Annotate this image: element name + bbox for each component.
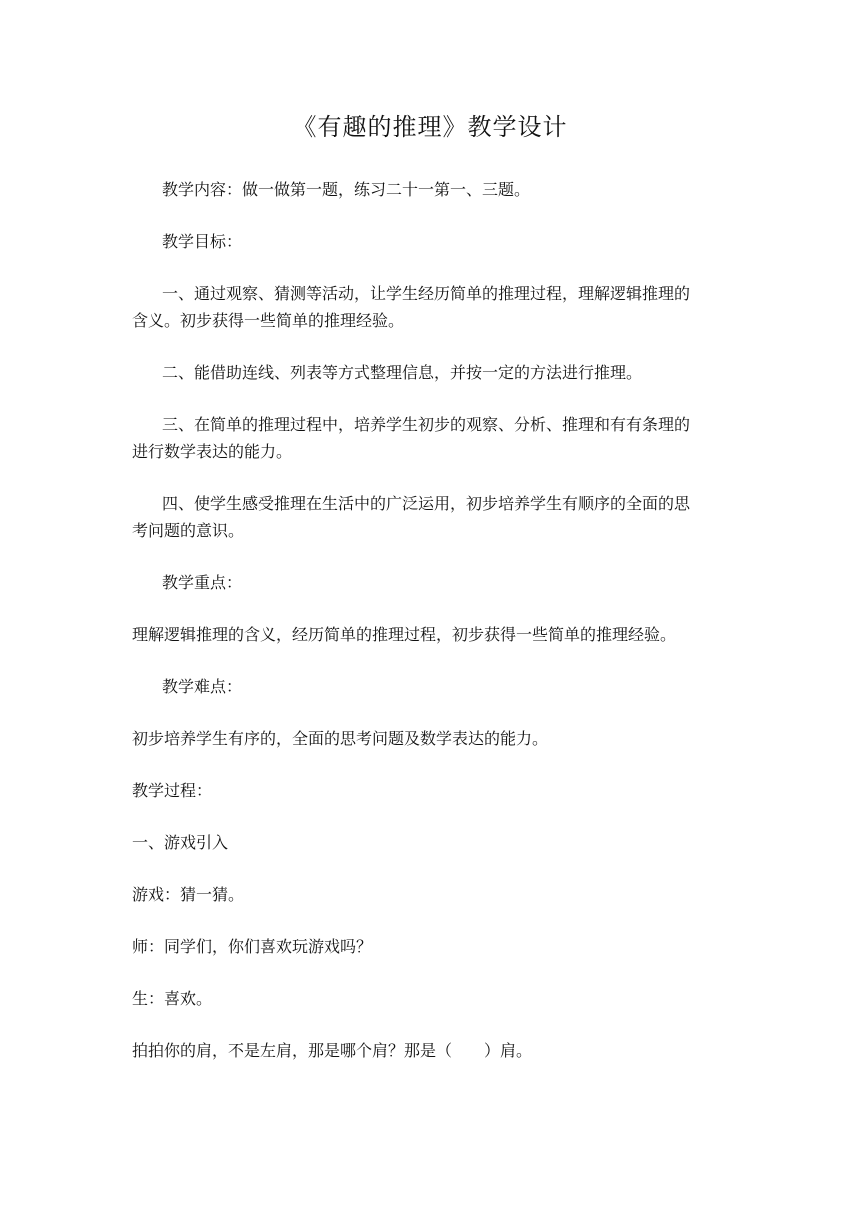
objective-3-paragraph — [132, 411, 732, 465]
objectives-heading: 教学目标： — [162, 232, 243, 251]
student-line: 生：喜欢。 — [132, 989, 213, 1008]
document-body — [132, 176, 732, 1089]
objective-3-line-1: 三、在简单的推理过程中，培养学生初步的观察、分析、推理和有有条理的 — [162, 415, 691, 434]
section-1-heading: 一、游戏引入 — [132, 833, 229, 852]
objective-1-line-2: 含义。初步获得一些简单的推理经验。 — [132, 311, 405, 330]
objective-4-line-2: 考问题的意识。 — [132, 521, 245, 540]
objective-1-line-1: 一、通过观察、猜测等活动，让学生经历简单的推理过程，理解逻辑推理的 — [162, 284, 691, 303]
difficulties-text: 初步培养学生有序的，全面的思考问题及数学表达的能力。 — [132, 729, 549, 748]
key-points-heading: 教学重点： — [162, 573, 243, 592]
objective-3-line-2: 进行数学表达的能力。 — [132, 442, 293, 461]
process-heading: 教学过程： — [132, 781, 213, 800]
teaching-content-paragraph: 教学内容：做一做第一题，练习二十一第一、三题。 — [162, 180, 531, 199]
objective-4-paragraph — [132, 490, 732, 544]
question-line: 拍拍你的肩，不是左肩，那是哪个肩？那是（ ）肩。 — [132, 1041, 533, 1060]
difficulties-heading: 教学难点： — [162, 677, 243, 696]
objective-4-line-1: 四、使学生感受推理在生活中的广泛运用，初步培养学生有顺序的全面的思 — [162, 494, 691, 513]
document-title: 《有趣的推理》教学设计 — [292, 113, 568, 141]
objective-1-paragraph — [132, 280, 732, 334]
teacher-line: 师：同学们，你们喜欢玩游戏吗？ — [132, 937, 373, 956]
game-line: 游戏：猜一猜。 — [132, 885, 245, 904]
objective-2-paragraph: 二、能借助连线、列表等方式整理信息，并按一定的方法进行推理。 — [162, 363, 643, 382]
key-points-text: 理解逻辑推理的含义，经历简单的推理过程，初步获得一些简单的推理经验。 — [132, 625, 677, 644]
